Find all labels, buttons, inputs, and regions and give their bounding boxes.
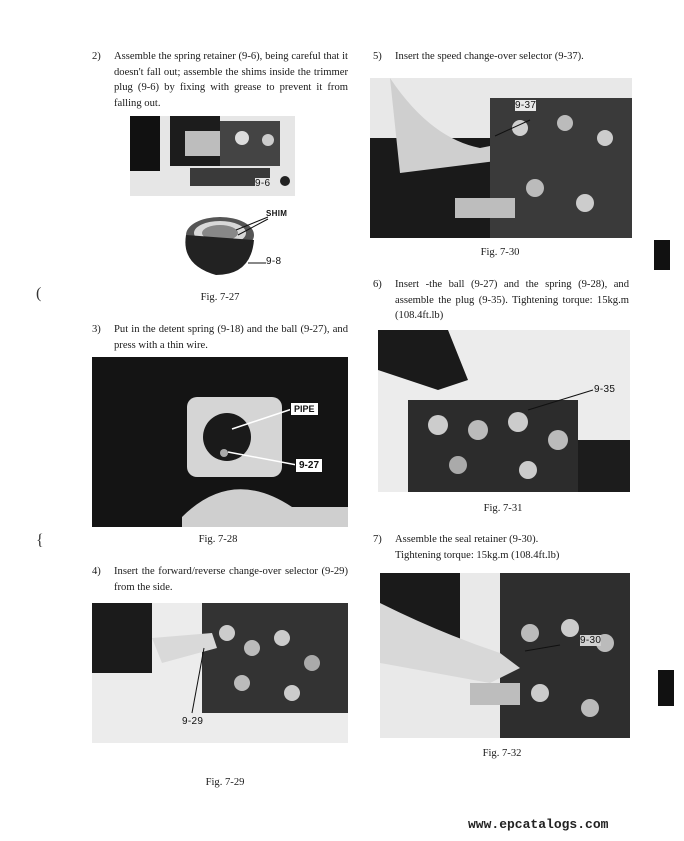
callout-label: 9-35 — [594, 384, 616, 395]
callout-label: 9-27 — [295, 458, 323, 473]
figure-caption: Fig. 7-27 — [200, 292, 240, 303]
step-number: 7) — [373, 534, 382, 545]
figure-caption: Fig. 7-29 — [205, 777, 245, 788]
footer-url[interactable]: www.epcatalogs.com — [468, 817, 609, 832]
figure-7-27-photo-bottom — [176, 205, 296, 285]
callout-label: 9-37 — [515, 100, 537, 111]
figure-7-30-photo — [370, 78, 632, 238]
step-text: Assemble the seal retainer (9-30). — [395, 534, 539, 545]
detent-illustration — [92, 357, 348, 527]
selector-illustration — [92, 603, 348, 743]
callout-label: 9-29 — [182, 716, 204, 727]
step-number: 3) — [92, 324, 101, 335]
figure-7-29-photo — [92, 603, 348, 743]
step-text: Insert the speed change-over selector (9-37). — [395, 51, 584, 62]
figure-7-28-photo — [92, 357, 348, 527]
figure-caption: Fig. 7-28 — [198, 534, 238, 545]
callout-label: PIPE — [290, 402, 319, 416]
step-text: Insert the forward/reverse change-over selector (9-29) from the side. — [114, 566, 348, 593]
step-number: 6) — [373, 279, 382, 290]
figure-caption: Fig. 7-31 — [483, 503, 523, 514]
step-2 — [92, 49, 348, 111]
step-number: 4) — [92, 566, 101, 577]
plug-illustration — [378, 330, 630, 492]
seal-retainer-illustration — [380, 573, 630, 738]
step-7 — [373, 532, 629, 563]
figure-7-32-photo — [380, 573, 630, 738]
step-6 — [373, 277, 629, 324]
callout-label: 9-8 — [266, 256, 282, 267]
step-text: Insert -the ball (9-27) and the spring (9-28), and assemble the plug (9-35). Tightening torque: 15kg.m (108.4ft.lb) — [395, 279, 629, 321]
step-torque: Tightening torque: 15kg.m (108.4ft.lb) — [395, 549, 560, 561]
figure-7-31-photo — [378, 330, 630, 492]
callout-label: SHIM — [266, 209, 288, 218]
page-edge-tab — [654, 240, 670, 270]
speed-selector-illustration — [370, 78, 632, 238]
step-text: Assemble the spring retainer (9-6), being careful that it doesn't fall out; assemble the shims inside the trimmer plug (9-6) by fixing with grease to prevent it from falling out. — [114, 51, 348, 109]
step-number: 5) — [373, 51, 382, 62]
page-edge-tab — [658, 670, 674, 706]
step-number: 2) — [92, 51, 101, 62]
callout-label: 9-30 — [580, 635, 602, 646]
figure-caption: Fig. 7-30 — [480, 247, 520, 258]
margin-mark: { — [36, 532, 44, 549]
margin-mark: ( — [36, 285, 42, 302]
step-5 — [373, 49, 629, 65]
step-text: Put in the detent spring (9-18) and the ball (9-27), and press with a thin wire. — [114, 324, 348, 351]
step-3 — [92, 322, 348, 353]
figure-caption: Fig. 7-32 — [482, 748, 522, 759]
callout-label: 9-6 — [255, 178, 271, 189]
step-4 — [92, 564, 348, 595]
figure-7-27-photo-top — [130, 116, 295, 196]
